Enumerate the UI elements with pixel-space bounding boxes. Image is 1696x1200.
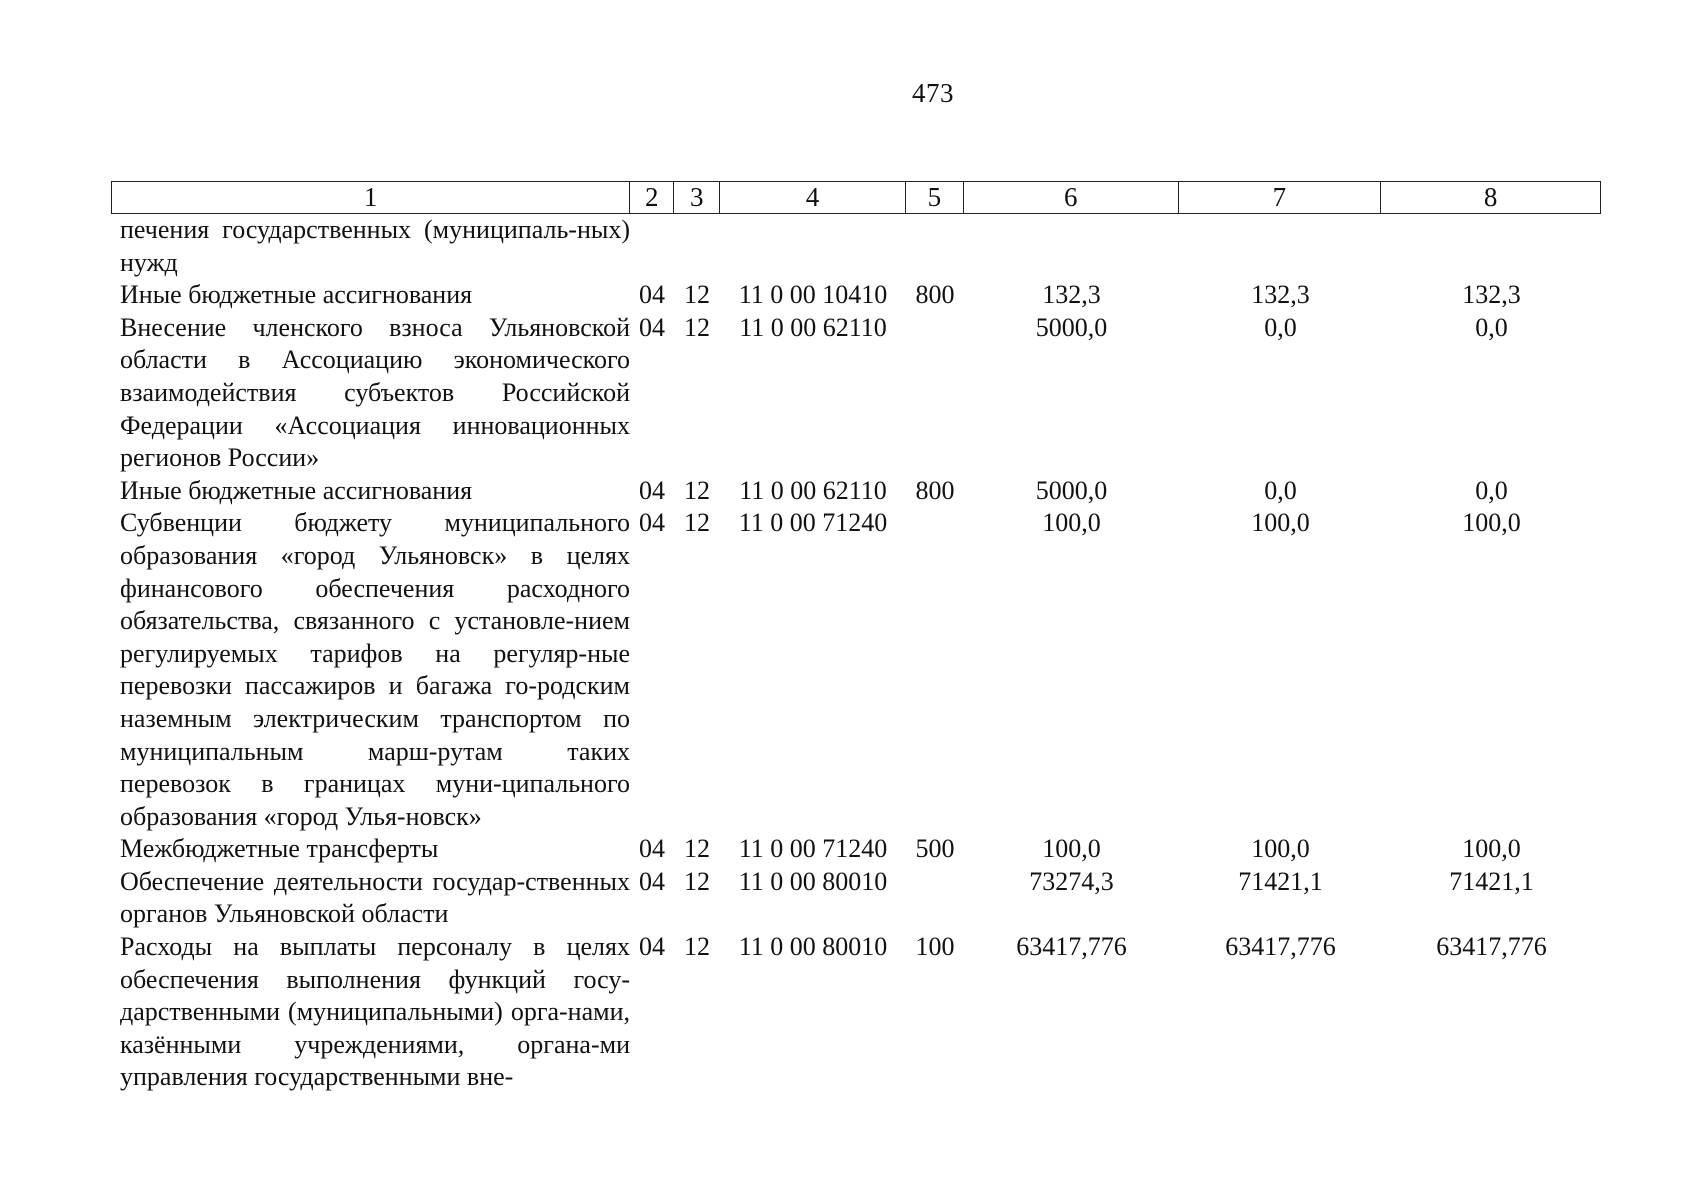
amount-col-6: 5000,0 xyxy=(1035,312,1108,342)
amount-col-8: 0,0 xyxy=(1475,312,1508,342)
amount-col-7: 71421,1 xyxy=(1238,866,1323,896)
expense-name: Обеспечение деятельности государ-ственных органов Ульяновской области xyxy=(120,866,630,929)
table-row xyxy=(111,214,1601,279)
table-row xyxy=(111,866,1601,931)
expense-name: Иные бюджетные ассигнования xyxy=(120,280,473,310)
amount-col-7: 132,3 xyxy=(1251,280,1310,310)
header-col-8: 8 xyxy=(1483,182,1498,212)
amount-col-6: 132,3 xyxy=(1042,280,1101,310)
target-article-code: 11 0 00 80010 xyxy=(738,866,888,896)
amount-col-7: 100,0 xyxy=(1251,834,1310,864)
header-col-1: 1 xyxy=(112,182,630,213)
target-article-code: 11 0 00 71240 xyxy=(738,508,888,538)
amount-col-6: 73274,3 xyxy=(1029,866,1114,896)
table-header-row xyxy=(111,181,1601,214)
section-code: 04 xyxy=(639,280,665,310)
subsection-code: 12 xyxy=(684,834,710,864)
header-col-5: 5 xyxy=(906,182,964,213)
table-row xyxy=(111,312,1601,475)
table-row xyxy=(111,931,1601,1094)
header-col-6: 6 xyxy=(964,182,1179,213)
table-row xyxy=(111,279,1601,312)
page-number: 473 xyxy=(912,78,954,108)
amount-col-6: 5000,0 xyxy=(1035,475,1108,505)
amount-col-7: 100,0 xyxy=(1251,508,1310,538)
expense-name: Субвенции бюджету муниципального образования «город Ульяновск» в целях финансового обеспечения расходного обязательства, связанного с установле-нием регулируемых тарифов на регуляр-ные перевозки пассажиров и багажа го-родским наземным электрическим транспортом по муниципальным марш-рутам таких перевозок в границах муни-ципального образования «город Улья-новск» xyxy=(120,508,630,831)
target-article-code: 11 0 00 10410 xyxy=(738,280,888,310)
table-body xyxy=(111,214,1601,1094)
amount-col-8: 132,3 xyxy=(1462,280,1521,310)
amount-col-8: 71421,1 xyxy=(1449,866,1534,896)
expense-name: Межбюджетные трансферты xyxy=(120,834,439,864)
expense-type-code: 500 xyxy=(915,834,955,864)
section-code: 04 xyxy=(639,834,665,864)
amount-col-8: 63417,776 xyxy=(1436,932,1547,962)
expense-name: печения государственных (муниципаль-ных) нужд xyxy=(120,215,630,277)
section-code: 04 xyxy=(639,866,665,896)
target-article-code: 11 0 00 62110 xyxy=(739,312,887,342)
header-col-2: 2 xyxy=(630,182,674,213)
expense-type-code: 800 xyxy=(915,475,955,505)
amount-col-6: 100,0 xyxy=(1042,834,1101,864)
amount-col-8: 100,0 xyxy=(1462,508,1521,538)
amount-col-8: 100,0 xyxy=(1462,834,1521,864)
subsection-code: 12 xyxy=(684,312,710,342)
expense-type-code: 100 xyxy=(915,932,955,962)
table-row xyxy=(111,507,1601,833)
table-row xyxy=(111,475,1601,508)
amount-col-7: 0,0 xyxy=(1264,475,1297,505)
subsection-code: 12 xyxy=(684,475,710,505)
amount-col-7: 0,0 xyxy=(1264,312,1297,342)
section-code: 04 xyxy=(639,312,665,342)
target-article-code: 11 0 00 80010 xyxy=(738,932,888,962)
subsection-code: 12 xyxy=(684,508,710,538)
subsection-code: 12 xyxy=(684,932,710,962)
section-code: 04 xyxy=(639,475,665,505)
table-row xyxy=(111,833,1601,866)
target-article-code: 11 0 00 62110 xyxy=(739,475,887,505)
header-col-4: 4 xyxy=(720,182,906,213)
expense-name: Внесение членского взноса Ульяновской области в Ассоциацию экономического взаимодействия субъектов Российской Федерации «Ассоциация инновационных регионов России» xyxy=(120,312,630,473)
amount-col-6: 63417,776 xyxy=(1016,932,1127,962)
amount-col-7: 63417,776 xyxy=(1225,932,1336,962)
expense-type-code: 800 xyxy=(915,280,955,310)
amount-col-8: 0,0 xyxy=(1475,475,1508,505)
section-code: 04 xyxy=(639,932,665,962)
expense-name: Иные бюджетные ассигнования xyxy=(120,475,473,505)
header-col-7: 7 xyxy=(1179,182,1382,213)
section-code: 04 xyxy=(639,508,665,538)
amount-col-6: 100,0 xyxy=(1042,508,1101,538)
subsection-code: 12 xyxy=(684,866,710,896)
target-article-code: 11 0 00 71240 xyxy=(738,834,888,864)
header-col-3: 3 xyxy=(674,182,720,213)
expense-name: Расходы на выплаты персоналу в целях обеспечения выполнения функций госу-дарственными (муниципальными) орга-нами, казёнными учреждениями, органа-ми управления государственными вне- xyxy=(120,932,630,1092)
subsection-code: 12 xyxy=(684,280,710,310)
